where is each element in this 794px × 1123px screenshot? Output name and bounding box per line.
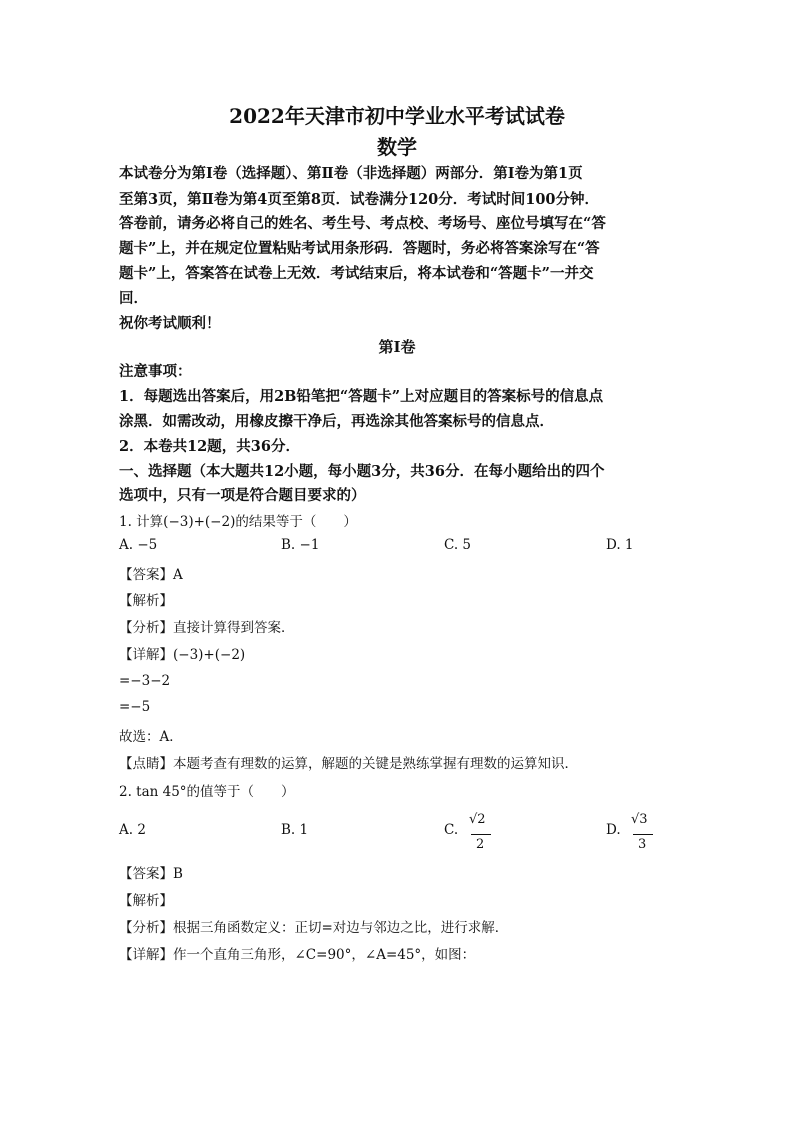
section-heading-line-2: 选项中，只有一项是符合题目要求的） [119,487,366,504]
q1-choice: 故选：A． [119,729,183,745]
intro-line-4: 题卡”上，并在规定位置粘贴考试用条形码．答题时，务必将答案涂写在“答 [119,240,600,257]
fraction-bar [633,834,653,835]
q1-analysis-label: 【解析】 [119,593,173,609]
section-heading-line-1: 一、选择题（本大题共12小题，每小题3分，共36分．在每小题给出的四个 [119,463,605,480]
q1-option-d: D. 1 [606,537,634,553]
q2-option-d-label: D. [606,822,621,838]
note-1-line-2: 涂黑．如需改动，用橡皮擦干净后，再选涂其他答案标号的信息点． [119,413,554,430]
page-title: 2022年天津市初中学业水平考试试卷 [229,104,565,128]
q2-analysis-label: 【解析】 [119,893,173,909]
note-2: 2．本卷共12题，共36分． [119,438,300,455]
q1-option-b: B. −1 [281,537,320,553]
q2-option-a: A. 2 [119,822,146,838]
q2-analysis: 【分析】根据三角函数定义：正切=对边与邻边之比，进行求解． [119,920,509,936]
q1-answer: 【答案】A [119,567,183,583]
question-1-stem: 1. 计算(−3)+(−2)的结果等于（ ） [119,514,357,530]
subject-title: 数学 [377,135,417,159]
good-luck-text: 祝你考试顺利！ [119,315,221,332]
q1-analysis: 【分析】直接计算得到答案． [119,620,295,636]
note-1-line-1: 1．每题选出答案后，用2B铅笔把“答题卡”上对应题目的答案标号的信息点 [119,388,604,405]
sqrt-symbol: √ [631,812,640,827]
intro-line-5: 题卡”上，答案答在试卷上无效．考试结束后，将本试卷和“答题卡”一并交 [119,265,594,282]
sqrt-symbol: √ [469,812,478,827]
intro-line-1: 本试卷分为第Ⅰ卷（选择题）、第Ⅱ卷（非选择题）两部分．第Ⅰ卷为第1页 [119,165,583,182]
intro-line-6: 回． [119,290,148,307]
part-title: 第Ⅰ卷 [378,338,416,356]
q2-option-d-denominator: 3 [638,837,647,852]
intro-line-3: 答卷前，请务必将自己的姓名、考生号、考点校、考场号、座位号填写在“答 [119,215,606,232]
notes-title: 注意事项： [119,363,192,380]
q1-step-2: =−5 [119,699,151,715]
q1-comment: 【点睛】本题考查有理数的运算，解题的关键是熟练掌握有理数的运算知识． [119,756,578,772]
fraction-bar [471,834,491,835]
q2-option-c-radicand: 2 [477,812,486,827]
q2-option-d-radicand: 3 [639,812,648,827]
q1-option-a: A. −5 [119,537,158,553]
intro-line-2: 至第3页，第Ⅱ卷为第4页至第8页．试卷满分120分．考试时间100分钟． [119,191,600,208]
q1-solution: 【详解】(−3)+(−2) [119,647,246,663]
question-2-stem: 2. tan 45°的值等于（ ） [119,784,295,800]
q2-option-b: B. 1 [281,822,309,838]
q2-option-c-denominator: 2 [476,837,485,852]
q1-option-c: C. 5 [444,537,472,553]
q2-answer: 【答案】B [119,866,183,882]
q1-step-1: =−3−2 [119,673,171,689]
q2-solution: 【详解】作一个直角三角形，∠C=90°，∠A=45°，如图： [119,947,476,963]
q2-option-c-label: C. [444,822,459,838]
